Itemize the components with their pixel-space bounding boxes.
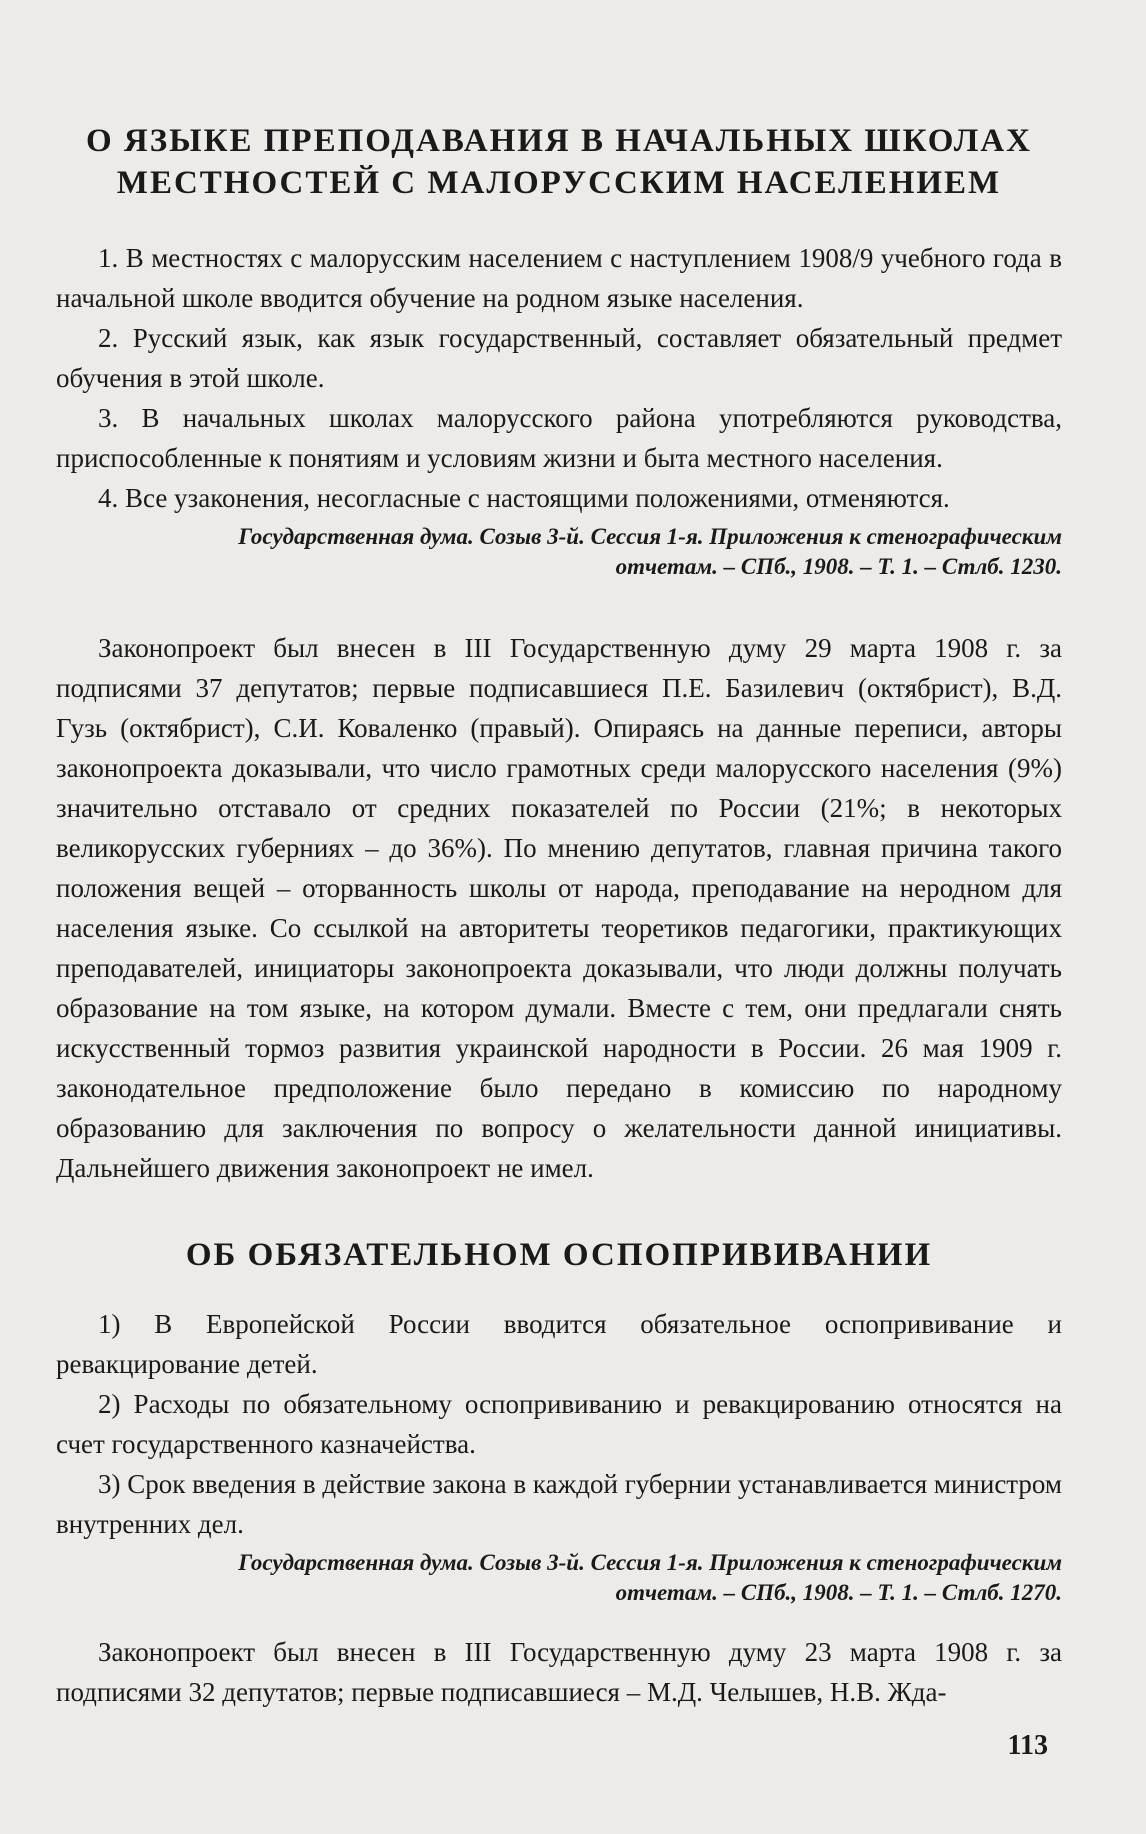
- page-content: [56, 120, 1062, 1712]
- section2-item-3: 3) Срок введения в действие закона в каждой губернии устанавливается министром внутренних дел.: [56, 1469, 1062, 1539]
- section2-item-2: 2) Расходы по обязательному оспопрививанию и ревакцированию относятся на счет государственного казначейства.: [56, 1389, 1062, 1459]
- section2-title: ОБ ОБЯЗАТЕЛЬНОМ ОСПОПРИВИВАНИИ: [185, 1237, 933, 1273]
- section1-heading: [56, 120, 1062, 204]
- section2-source-line1: Государственная дума. Созыв 3-й. Сессия 1-я. Приложения к стенографическим: [238, 1550, 1062, 1575]
- section1-item-4: 4. Все узаконения, несогласные с настоящими положениями, отменяются.: [98, 483, 950, 513]
- section1-source: [56, 522, 1062, 582]
- section2-item-1: 1) В Европейской России вводится обязательное оспопрививание и ревакцирование детей.: [56, 1309, 1062, 1379]
- section2-source: [56, 1548, 1062, 1608]
- section1-item-2: 2. Русский язык, как язык государственный, составляет обязательный предмет обучения в этой школе.: [56, 323, 1062, 393]
- section1-item-3: 3. В начальных школах малорусского района употребляются руководства, приспособленные к понятиям и условиям жизни и быта местного населения.: [56, 403, 1062, 473]
- section1-item-1: 1. В местностях с малорусским населением с наступлением 1908/9 учебного года в начальной школе вводится обучение на родном языке населения.: [56, 243, 1062, 313]
- section1-title-line1: О ЯЗЫКЕ ПРЕПОДАВАНИЯ В НАЧАЛЬНЫХ ШКОЛАХ: [86, 123, 1032, 159]
- section1-title-line2: МЕСТНОСТЕЙ С МАЛОРУССКИМ НАСЕЛЕНИЕМ: [116, 165, 1002, 201]
- section1-commentary: Законопроект был внесен в III Государственную думу 29 марта 1908 г. за подписями 37 депутатов; первые подписавшиеся П.Е. Базилевич (октябрист), В.Д. Гузь (октябрист), С.И. Коваленко (правый). Опираясь на данные переписи, авторы законопроекта доказывали, что число грамотных среди малорусского населения (9%) значительно отставало от средних показателей по России (21%; в некоторых великорусских губерниях – до 36%). По мнению депутатов, главная причина такого положения вещей – оторванность школы от народа, преподавание на неродном для населения языке. Со ссылкой на авторитеты теоретиков педагогики, практикующих преподавателей, инициаторы законопроекта доказывали, что люди должны получать образование на том языке, на котором думали. Вместе с тем, они предлагали снять искусственный тормоз развития украинской народности в России. 26 мая 1909 г. законодательное предположение было передано в комиссию по народному образованию для заключения по вопросу о желательности данной инициативы. Дальнейшего движения законопроект не имел.: [56, 633, 1062, 1183]
- section2-commentary: Законопроект был внесен в III Государственную думу 23 марта 1908 г. за подписями 32 депутатов; первые подписавшиеся – М.Д. Челышев, Н.В. Жда-: [56, 1637, 1062, 1707]
- section2-source-line2: отчетам. – СПб., 1908. – Т. 1. – Стлб. 1270.: [615, 1580, 1062, 1605]
- section2-heading: [56, 1234, 1062, 1276]
- section1-source-line2: отчетам. – СПб., 1908. – Т. 1. – Стлб. 1230.: [615, 554, 1062, 579]
- section1-source-line1: Государственная дума. Созыв 3-й. Сессия 1-я. Приложения к стенографическим: [238, 524, 1062, 549]
- page-number: 113: [1007, 1730, 1048, 1761]
